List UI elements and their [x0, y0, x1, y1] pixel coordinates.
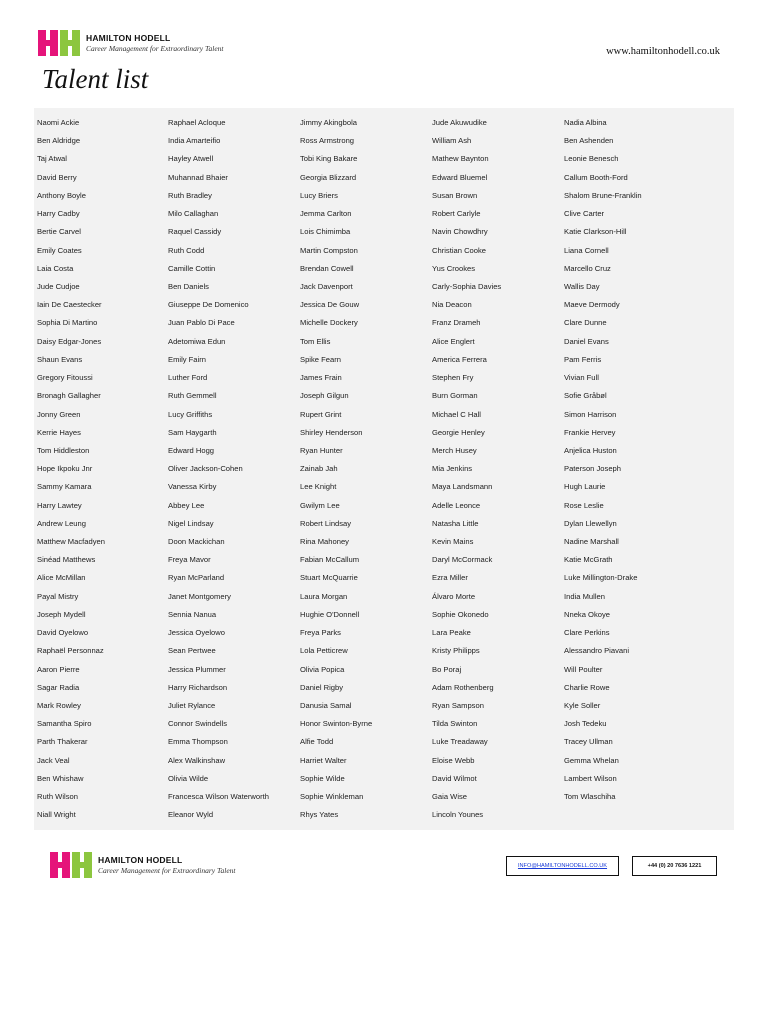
- talent-name: Ruth Gemmell: [168, 391, 217, 401]
- talent-name: Luther Ford: [168, 373, 208, 383]
- talent-name: Kerrie Hayes: [37, 427, 81, 437]
- talent-name: Katie Clarkson-Hill: [564, 227, 627, 237]
- talent-name: Mia Jenkins: [432, 464, 473, 474]
- talent-name: Vanessa Kirby: [168, 482, 217, 492]
- talent-name: Lola Petticrew: [300, 646, 348, 656]
- talent-name: Connor Swindells: [168, 719, 228, 729]
- talent-name: Sophia Di Martino: [37, 318, 98, 328]
- talent-name: Laia Costa: [37, 263, 74, 273]
- talent-name: Rupert Grint: [300, 409, 342, 419]
- talent-name: Kevin Mains: [432, 537, 474, 547]
- talent-name: Lincoln Younes: [432, 810, 484, 820]
- talent-name: Alice McMillan: [37, 573, 86, 583]
- talent-name: Adelle Leonce: [432, 500, 481, 510]
- talent-name: Janet Montgomery: [168, 591, 231, 601]
- talent-name: Maeve Dermody: [564, 300, 620, 310]
- talent-name: Sophie Wilde: [300, 773, 345, 783]
- talent-name: Christian Cooke: [432, 245, 487, 255]
- footer-logo[interactable]: [50, 852, 236, 878]
- talent-name: Matthew Macfadyen: [37, 537, 105, 547]
- talent-name: Rina Mahoney: [300, 537, 349, 547]
- talent-name: Gemma Whelan: [564, 755, 619, 765]
- talent-list-panel: [34, 108, 734, 830]
- talent-name: Harriet Walter: [300, 755, 347, 765]
- talent-name: Marcello Cruz: [564, 263, 611, 273]
- talent-name: Fabian McCallum: [300, 555, 360, 565]
- talent-name: Rhys Yates: [300, 810, 339, 820]
- talent-name: Adetomiwa Edun: [168, 336, 226, 346]
- talent-name: Stuart McQuarrie: [300, 573, 358, 583]
- talent-name: Pam Ferris: [564, 354, 602, 364]
- talent-name: Maya Landsmann: [432, 482, 493, 492]
- talent-name: Alice Englert: [432, 336, 475, 346]
- talent-name: Frankie Hervey: [564, 427, 616, 437]
- talent-name: Nadia Albina: [564, 118, 607, 127]
- talent-name: Álvaro Morte: [432, 591, 476, 601]
- talent-name: Ruth Codd: [168, 245, 205, 255]
- talent-name: Brendan Cowell: [300, 263, 354, 273]
- talent-name: Rose Leslie: [564, 500, 604, 510]
- talent-name: Raphaël Personnaz: [37, 646, 104, 656]
- talent-name: Alessandro Piavani: [564, 646, 630, 656]
- talent-name: Clare Dunne: [564, 318, 607, 328]
- talent-name: Ruth Wilson: [37, 792, 78, 802]
- talent-name: Daniel Evans: [564, 336, 609, 346]
- email-link[interactable]: INFO@HAMILTONHODELL.CO.UK: [517, 863, 608, 869]
- talent-name: Sagar Radia: [37, 682, 80, 692]
- talent-name: Jude Cudjoe: [37, 281, 80, 291]
- talent-name: Tracey Ullman: [564, 737, 613, 747]
- talent-name: Eloise Webb: [432, 755, 475, 765]
- talent-name: Payal Mistry: [37, 591, 79, 601]
- talent-name: Ezra Miller: [432, 573, 468, 583]
- talent-name: Oliver Jackson-Cohen: [168, 464, 243, 474]
- talent-name: Honor Swinton-Byrne: [300, 719, 373, 729]
- talent-name: Jemma Carlton: [300, 209, 352, 219]
- talent-name: Alfie Todd: [300, 737, 334, 747]
- talent-name: Francesca Wilson Waterworth: [168, 792, 269, 802]
- talent-name: Olivia Wilde: [168, 773, 209, 783]
- page-title: Talent list: [42, 64, 149, 94]
- hh-logo-icon: [38, 30, 80, 56]
- talent-name: Edward Bluemel: [432, 172, 488, 182]
- talent-name: Niall Wright: [37, 810, 76, 820]
- talent-name: Camille Cottin: [168, 263, 216, 273]
- talent-name: Shaun Evans: [37, 354, 83, 364]
- phone-number: +44 (0) 20 7636 1221: [647, 863, 702, 869]
- talent-name: Jude Akuwudike: [432, 118, 487, 127]
- talent-name: Iain De Caestecker: [37, 300, 102, 310]
- talent-name: Burn Gorman: [432, 391, 478, 401]
- talent-name: Michelle Dockery: [300, 318, 358, 328]
- talent-name: David Oyelowo: [37, 628, 89, 638]
- brand-name: HAMILTON HODELL: [86, 33, 171, 43]
- talent-name: Andrew Leung: [37, 518, 86, 528]
- talent-name: Robert Lindsay: [300, 518, 352, 528]
- hh-logo-icon: [50, 852, 92, 878]
- talent-name: Ross Armstrong: [300, 136, 355, 146]
- talent-name: Lucy Briers: [300, 190, 338, 200]
- talent-name: Giuseppe De Domenico: [168, 300, 249, 310]
- talent-name: Lucy Griffiths: [168, 409, 213, 419]
- talent-name: Daisy Edgar-Jones: [37, 336, 102, 346]
- talent-name: Ben Daniels: [168, 281, 209, 291]
- talent-name: James Frain: [300, 373, 342, 383]
- talent-name: Joseph Gilgun: [300, 391, 349, 401]
- talent-name: Edward Hogg: [168, 445, 215, 455]
- talent-name: Milo Callaghan: [168, 209, 219, 219]
- talent-name: Jessica Plummer: [168, 664, 226, 674]
- talent-name: Stephen Fry: [432, 373, 474, 383]
- talent-name: Kristy Philipps: [432, 646, 480, 656]
- footer-brand-tagline: Career Management for Extraordinary Talent: [98, 865, 236, 875]
- footer-brand-name: HAMILTON HODELL: [98, 855, 183, 865]
- talent-name: William Ash: [432, 136, 472, 146]
- talent-name: Sean Pertwee: [168, 646, 216, 656]
- talent-name: Muhannad Bhaier: [168, 172, 228, 182]
- talent-name: Sophie Okonedo: [432, 609, 489, 619]
- talent-name: Clare Perkins: [564, 628, 610, 638]
- talent-name: Gregory Fitoussi: [37, 373, 93, 383]
- talent-name: Georgia Blizzard: [300, 172, 357, 182]
- talent-grid: [37, 116, 727, 827]
- talent-name: [564, 808, 696, 826]
- talent-name: Freya Parks: [300, 628, 341, 638]
- talent-name: Zainab Jah: [300, 464, 338, 474]
- talent-name: Robert Carlyle: [432, 209, 481, 219]
- talent-name: Gwilym Lee: [300, 500, 340, 510]
- page-header: [38, 30, 728, 60]
- header-logo[interactable]: [38, 30, 224, 56]
- talent-name: Nadine Marshall: [564, 537, 619, 547]
- talent-name: Raphael Acloque: [168, 118, 226, 127]
- talent-name: Olivia Popica: [300, 664, 345, 674]
- talent-name: Spike Fearn: [300, 354, 341, 364]
- email-button[interactable]: [506, 856, 619, 876]
- talent-name: Sophie Winkleman: [300, 792, 364, 802]
- talent-name: Liana Cornell: [564, 245, 609, 255]
- talent-name: Ben Aldridge: [37, 136, 81, 146]
- talent-name: Ben Whishaw: [37, 773, 84, 783]
- talent-name: Jimmy Akingbola: [300, 118, 357, 127]
- talent-name: Callum Booth-Ford: [564, 172, 628, 182]
- talent-name: Dylan Llewellyn: [564, 518, 617, 528]
- talent-name: Tom Wlaschiha: [564, 792, 616, 802]
- talent-name: Paterson Joseph: [564, 464, 621, 474]
- talent-name: Parth Thakerar: [37, 737, 88, 747]
- talent-name: Sennia Nanua: [168, 609, 217, 619]
- talent-name: Doon Mackichan: [168, 537, 225, 547]
- talent-name: Lambert Wilson: [564, 773, 617, 783]
- talent-name: Ben Ashenden: [564, 136, 614, 146]
- talent-name: Jessica Oyelowo: [168, 628, 225, 638]
- talent-name: Josh Tedeku: [564, 719, 607, 729]
- talent-name: Tilda Swinton: [432, 719, 478, 729]
- talent-name: Anthony Boyle: [37, 190, 86, 200]
- talent-name: Martin Compston: [300, 245, 358, 255]
- talent-name: Ryan Sampson: [432, 701, 484, 710]
- talent-name: Leonie Benesch: [564, 154, 619, 164]
- talent-name: Bertie Carvel: [37, 227, 81, 237]
- talent-name: Sam Haygarth: [168, 427, 217, 437]
- talent-name: Luke Millington-Drake: [564, 573, 638, 583]
- talent-name: Kyle Soller: [564, 701, 601, 710]
- talent-name: David Berry: [37, 172, 77, 182]
- talent-name: Charlie Rowe: [564, 682, 610, 692]
- brand-tagline: Career Management for Extraordinary Talent: [86, 43, 224, 53]
- talent-name: Bo Poraj: [432, 664, 462, 674]
- talent-name: Jack Davenport: [300, 281, 353, 291]
- talent-name: Juliet Rylance: [168, 701, 216, 710]
- talent-name: Carly-Sophia Davies: [432, 281, 502, 291]
- talent-name: Harry Lawtey: [37, 500, 82, 510]
- talent-name: Sinéad Matthews: [37, 555, 96, 565]
- talent-name: Wallis Day: [564, 281, 600, 291]
- talent-name: Lara Peake: [432, 628, 471, 638]
- talent-name: Laura Morgan: [300, 591, 348, 601]
- talent-name: Taj Atwal: [37, 154, 67, 164]
- talent-name: Jack Veal: [37, 755, 70, 765]
- talent-name: Tobi King Bakare: [300, 154, 358, 164]
- talent-name: Bronagh Gallagher: [37, 391, 101, 401]
- talent-name: Clive Carter: [564, 209, 605, 219]
- talent-name: Joseph Mydell: [37, 609, 86, 619]
- talent-name: Ryan Hunter: [300, 445, 343, 455]
- talent-name: Vivian Full: [564, 373, 599, 383]
- talent-name: Mathew Baynton: [432, 154, 489, 164]
- talent-name: Naomi Ackie: [37, 118, 80, 127]
- talent-name: Shirley Henderson: [300, 427, 363, 437]
- talent-name: David Wilmot: [432, 773, 477, 783]
- talent-name: Nia Deacon: [432, 300, 472, 310]
- talent-name: Eleanor Wyld: [168, 810, 214, 820]
- talent-name: Freya Mavor: [168, 555, 211, 565]
- talent-name: Harry Richardson: [168, 682, 228, 692]
- talent-name: Aaron Pierre: [37, 664, 80, 674]
- talent-name: Navin Chowdhry: [432, 227, 488, 237]
- talent-name: Adam Rothenberg: [432, 682, 494, 692]
- talent-name: Harry Cadby: [37, 209, 80, 219]
- talent-name: Hughie O'Donnell: [300, 609, 360, 619]
- talent-name: Juan Pablo Di Pace: [168, 318, 235, 328]
- talent-name: Emily Fairn: [168, 354, 206, 364]
- talent-name: Lee Knight: [300, 482, 337, 492]
- talent-name: Tom Ellis: [300, 336, 331, 346]
- talent-name: Simon Harrison: [564, 409, 617, 419]
- talent-name: Anjelica Huston: [564, 445, 617, 455]
- talent-name: Will Poulter: [564, 664, 603, 674]
- talent-name: Hayley Atwell: [168, 154, 214, 164]
- talent-name: Natasha Little: [432, 518, 479, 528]
- talent-name: Hugh Laurie: [564, 482, 606, 492]
- talent-name: Abbey Lee: [168, 500, 205, 510]
- talent-name: Ruth Bradley: [168, 190, 212, 200]
- talent-name: Ryan McParland: [168, 573, 225, 583]
- phone-button[interactable]: [632, 856, 717, 876]
- talent-name: Nneka Okoye: [564, 609, 611, 619]
- talent-name: Sammy Kamara: [37, 482, 92, 492]
- talent-name: Jonny Green: [37, 409, 81, 419]
- talent-name: Mark Rowley: [37, 701, 81, 710]
- talent-name: Merch Husey: [432, 445, 477, 455]
- talent-name: Gaia Wise: [432, 792, 468, 802]
- talent-name: India Amarteifio: [168, 136, 221, 146]
- talent-name: Emma Thompson: [168, 737, 228, 747]
- talent-name: Raquel Cassidy: [168, 227, 222, 237]
- talent-name: America Ferrera: [432, 354, 487, 364]
- talent-name: Samantha Spiro: [37, 719, 92, 729]
- website-link[interactable]: www.hamiltonhodell.co.uk: [606, 46, 720, 57]
- talent-name: Yus Crookes: [432, 263, 476, 273]
- talent-name: Franz Drameh: [432, 318, 481, 328]
- talent-name: Jessica De Gouw: [300, 300, 360, 310]
- talent-name: Danusia Samal: [300, 701, 352, 710]
- talent-name: Shalom Brune-Franklin: [564, 190, 642, 200]
- talent-name: Daniel Rigby: [300, 682, 344, 692]
- talent-name: Sofie Gråbøl: [564, 391, 607, 401]
- talent-name: Tom Hiddleston: [37, 445, 90, 455]
- talent-name: Emily Coates: [37, 245, 82, 255]
- talent-name: Katie McGrath: [564, 555, 613, 565]
- talent-name: Michael C Hall: [432, 409, 481, 419]
- talent-name: Georgie Henley: [432, 427, 485, 437]
- talent-name: Hope Ikpoku Jnr: [37, 464, 93, 474]
- talent-name: Luke Treadaway: [432, 737, 488, 747]
- talent-name: Alex Walkinshaw: [168, 755, 226, 765]
- talent-name: India Mullen: [564, 591, 605, 601]
- talent-name: Susan Brown: [432, 190, 478, 200]
- talent-name: Lois Chimimba: [300, 227, 351, 237]
- talent-name: Nigel Lindsay: [168, 518, 214, 528]
- talent-name: Daryl McCormack: [432, 555, 493, 565]
